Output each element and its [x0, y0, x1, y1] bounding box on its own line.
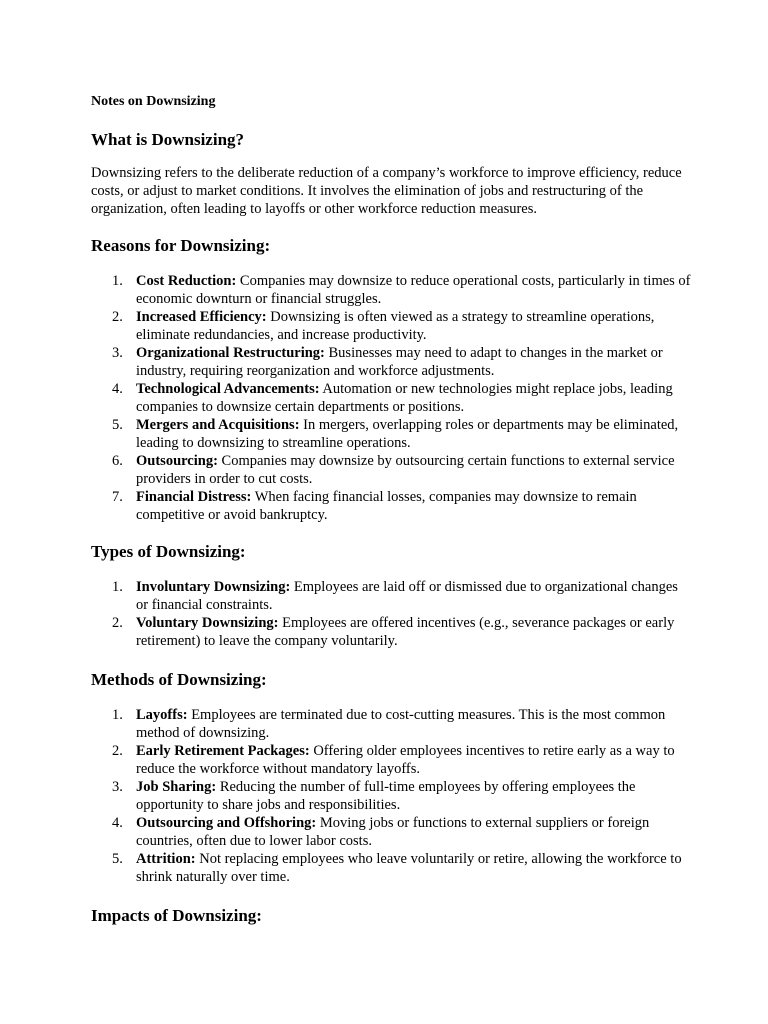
list-item — [91, 308, 691, 344]
list-item-description: Not replacing employees who leave voluntarily or retire, allowing the workforce to shrink naturally over time. — [136, 851, 682, 885]
section-heading-what-is: What is Downsizing? — [91, 130, 245, 149]
list-item-term: Organizational Restructuring: — [136, 345, 325, 361]
list-item-number: 4. — [112, 815, 123, 831]
list-item-number: 2. — [112, 309, 123, 325]
list-item-description: In mergers, overlapping roles or departments may be eliminated, leading to downsizing to streamline operations. — [136, 417, 679, 451]
list-item-number: 1. — [112, 579, 123, 595]
list-item-term: Layoffs: — [136, 707, 188, 723]
list-item-number: 1. — [112, 273, 123, 289]
list-item — [91, 742, 691, 778]
list-item-term: Involuntary Downsizing: — [136, 579, 291, 595]
list-item-term: Attrition: — [136, 851, 196, 867]
section-heading-reasons: Reasons for Downsizing: — [91, 236, 271, 255]
list-item-term: Outsourcing: — [136, 453, 218, 469]
list-item-term: Outsourcing and Offshoring: — [136, 815, 317, 831]
list-item — [91, 706, 691, 742]
list-item-term: Job Sharing: — [136, 779, 217, 795]
list-item-number: 6. — [112, 453, 123, 469]
list-item-description: Moving jobs or functions to external suppliers or foreign countries, often due to lower labor costs. — [136, 815, 650, 849]
list-item — [91, 614, 691, 650]
list-item-number: 3. — [112, 779, 123, 795]
list-item-description: Reducing the number of full-time employees by offering employees the opportunity to share jobs and responsibilities. — [136, 779, 636, 813]
section-heading-methods: Methods of Downsizing: — [91, 670, 267, 689]
list-item — [91, 380, 691, 416]
list-item-description: Downsizing is often viewed as a strategy to streamline operations, eliminate redundancies, and increase productivity. — [136, 309, 655, 343]
list-item-number: 2. — [112, 615, 123, 631]
methods-list — [91, 706, 691, 886]
section-heading-types: Types of Downsizing: — [91, 542, 246, 561]
types-list — [91, 578, 691, 650]
list-item — [91, 272, 691, 308]
list-item-term: Voluntary Downsizing: — [136, 615, 279, 631]
list-item-description: Companies may downsize to reduce operational costs, particularly in times of economic downturn or financial struggles. — [136, 273, 691, 307]
list-item-description: Automation or new technologies might replace jobs, leading companies to downsize certain departments or positions. — [136, 381, 673, 415]
list-item — [91, 850, 691, 886]
list-item-description: Offering older employees incentives to retire early as a way to reduce the workforce without mandatory layoffs. — [136, 743, 675, 777]
document-title: Notes on Downsizing — [91, 94, 216, 109]
list-item — [91, 814, 691, 850]
list-item-number: 1. — [112, 707, 123, 723]
list-item-term: Technological Advancements: — [136, 381, 320, 397]
list-item-description: Employees are terminated due to cost-cutting measures. This is the most common method of downsizing. — [136, 707, 666, 741]
list-item-description: Employees are laid off or dismissed due to organizational changes or financial constraints. — [136, 579, 678, 613]
list-item-description: Companies may downsize by outsourcing certain functions to external service providers in order to cut costs. — [136, 453, 675, 487]
list-item-term: Cost Reduction: — [136, 273, 237, 289]
list-item-description: Businesses may need to adapt to changes in the market or industry, requiring reorganization and workforce adjustments. — [136, 345, 663, 379]
list-item-number: 4. — [112, 381, 123, 397]
list-item — [91, 488, 691, 524]
reasons-list — [91, 272, 691, 524]
list-item — [91, 344, 691, 380]
list-item-description: Employees are offered incentives (e.g., severance packages or early retirement) to leave the company voluntarily. — [136, 615, 675, 649]
list-item — [91, 578, 691, 614]
definition-paragraph: Downsizing refers to the deliberate reduction of a company’s workforce to improve efficiency, reduce costs, or adjust to market conditions. It involves the elimination of jobs and restructuring of the organization, often leading to layoffs or other workforce reduction measures. — [91, 165, 682, 217]
section-heading-impacts: Impacts of Downsizing: — [91, 906, 262, 925]
list-item — [91, 452, 691, 488]
list-item — [91, 778, 691, 814]
list-item-term: Mergers and Acquisitions: — [136, 417, 300, 433]
list-item-number: 5. — [112, 851, 123, 867]
list-item-number: 3. — [112, 345, 123, 361]
list-item-number: 2. — [112, 743, 123, 759]
list-item-number: 5. — [112, 417, 123, 433]
list-item-description: When facing financial losses, companies may downsize to remain competitive or avoid bankruptcy. — [136, 489, 637, 523]
list-item-term: Early Retirement Packages: — [136, 743, 310, 759]
list-item — [91, 416, 691, 452]
list-item-term: Financial Distress: — [136, 489, 252, 505]
list-item-term: Increased Efficiency: — [136, 309, 267, 325]
list-item-number: 7. — [112, 489, 123, 505]
document-page — [91, 93, 691, 927]
